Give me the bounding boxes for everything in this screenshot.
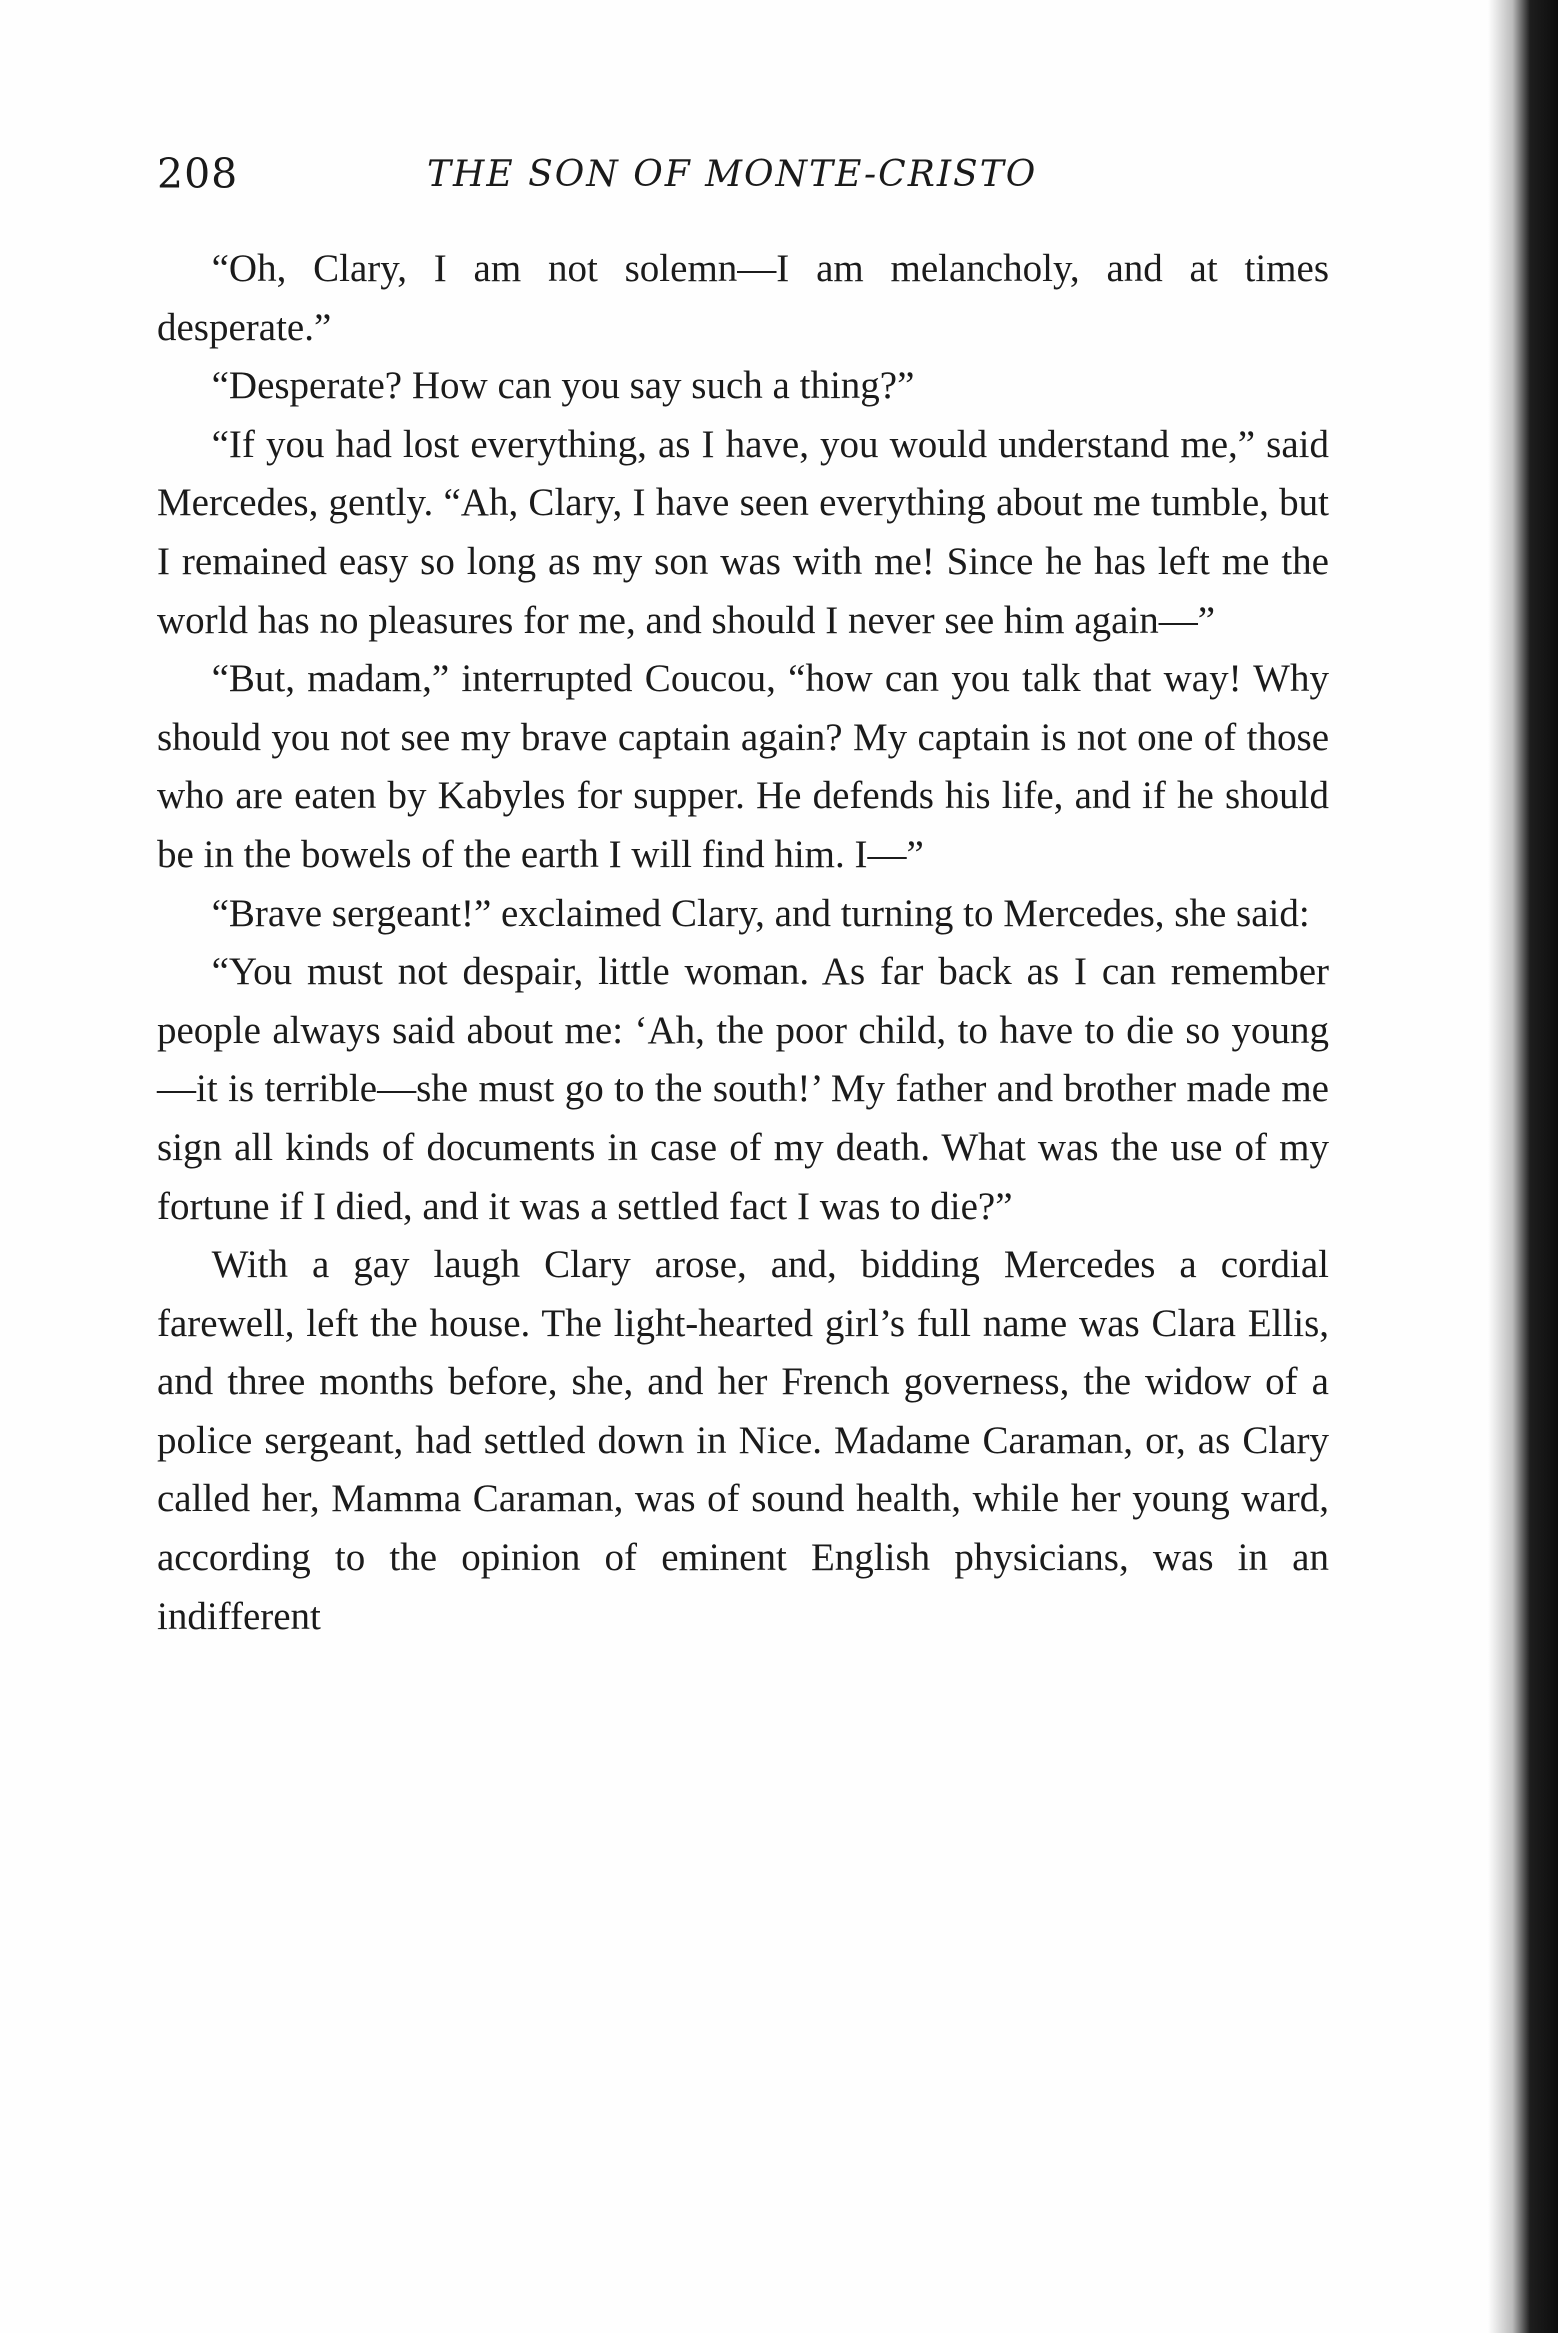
body-text [157,240,1329,1646]
paragraph: “But, madam,” interrupted Coucou, “how can you talk that way! Why should you not see my brave captain again? My captain is not one of those who are eaten by Kabyles for supper. He defends his life, and if he should be in the bowels of the earth I will find him. I—” [157,657,1329,876]
paragraph: “If you had lost everything, as I have, you would understand me,” said Mercedes, gently. “Ah, Clary, I have seen everything about me tumble, but I remained easy so long as my son was with me! Since he has left me the world has no pleasures for me, and should I never see him again—” [157,422,1329,642]
paragraph: “Oh, Clary, I am not solemn—I am melancholy, and at times desperate.” [157,247,1329,349]
page-number: 208 [157,150,239,198]
page-header [157,150,1337,230]
running-title: THE SON OF MONTE-CRISTO [427,154,1038,195]
binding-shadow [1488,0,1558,2333]
paragraph: “Desperate? How can you say such a thing?” [211,364,915,408]
paragraph: With a gay laugh Clary arose, and, bidding Mercedes a cordial farewell, left the house. The light-hearted girl’s full name was Clara Ellis, and three months before, she, and her French governess, the widow of a police sergeant, had settled down in Nice. Madame Caraman, or, as Clary called her, Mamma Caraman, was of sound health, while her young ward, according to the opinion of eminent English physicians, was in an indifferent [157,1243,1329,1638]
paragraph: “Brave sergeant!” exclaimed Clary, and turning to Mercedes, she said: [211,891,1310,935]
paragraph: “You must not despair, little woman. As far back as I can remember people always said about me: ‘Ah, the poor child, to have to die so young—it is terrible—she must go to the south!’ My father and brother made me sign all kinds of documents in case of my death. What was the use of my fortune if I died, and it was a settled fact I was to die?” [157,950,1329,1228]
